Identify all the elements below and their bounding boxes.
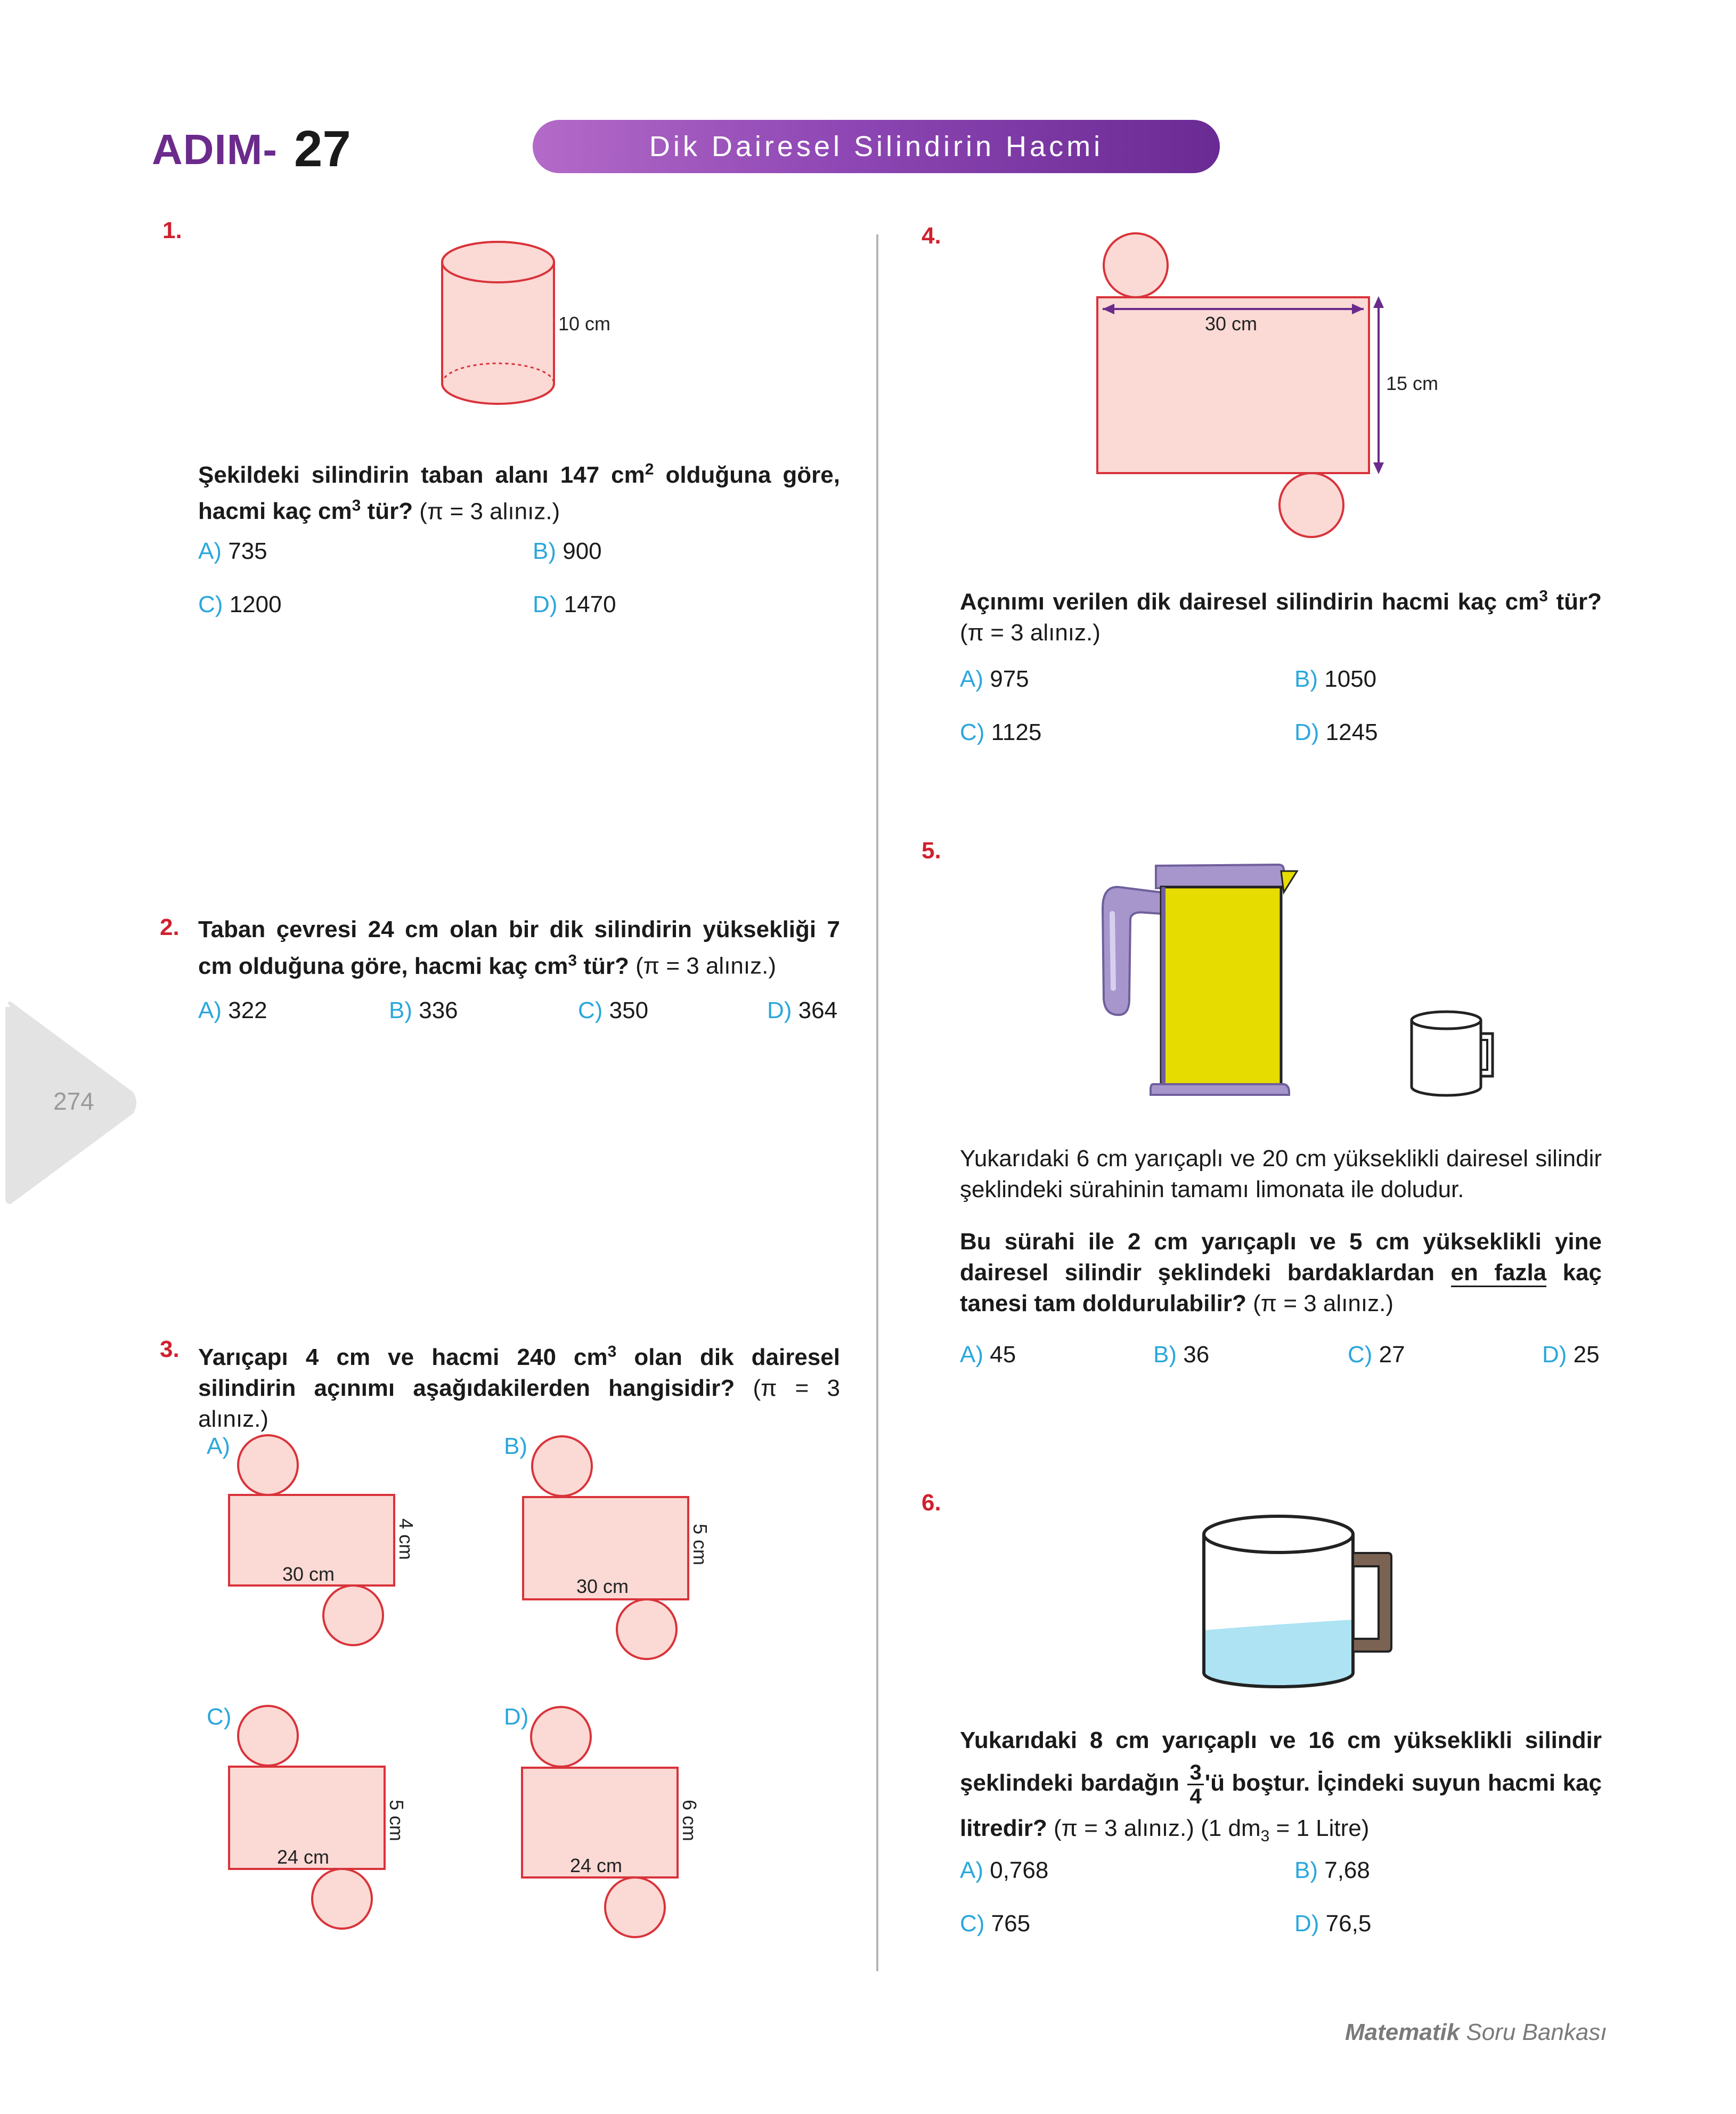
- question-3-number: 3.: [160, 1336, 180, 1362]
- q5-option-d[interactable]: D) 25: [1542, 1341, 1600, 1368]
- q3-option-d-letter[interactable]: D): [504, 1704, 529, 1730]
- q3-a-width-label: 30 cm: [282, 1563, 335, 1585]
- question-1-text: Şekildeki silindirin taban alanı 147 $cm^2$ olduğuna göre, hacmi kaç $cm^3$ tür? (π = 3 alınız.): [198, 460, 841, 525]
- q3-d-height-label: 6 cm: [679, 1800, 700, 1842]
- q3-option-c-net[interactable]: [224, 1704, 437, 1938]
- q3-option-b-letter[interactable]: B): [504, 1433, 527, 1459]
- q4-width-label: 30 cm: [1205, 313, 1258, 335]
- q3-option-d-net[interactable]: [517, 1704, 730, 1938]
- glass-illustration: [1401, 1007, 1497, 1103]
- q3-c-width-label: 24 cm: [277, 1846, 330, 1868]
- q6-option-c[interactable]: C) 765: [960, 1910, 1031, 1937]
- page-number: 274: [53, 1087, 94, 1115]
- mug-illustration: [1193, 1502, 1406, 1694]
- question-4-number: 4.: [922, 223, 941, 249]
- q2-option-d[interactable]: D) 364: [767, 997, 838, 1023]
- topic-banner: Dik Dairesel Silindirin Hacmi: [533, 120, 1220, 173]
- q3-option-c-letter[interactable]: C): [207, 1704, 232, 1730]
- q5-option-c[interactable]: C) 27: [1348, 1341, 1405, 1368]
- question-2-text: Taban çevresi 24 cm olan bir dik silindirin yüksekliği 7 cm olduğuna göre, hacmi kaç $cm^3$ tür? (π = 3 alınız.): [198, 916, 840, 979]
- q2-option-c[interactable]: C) 350: [578, 997, 649, 1023]
- footer-book: Soru Bankası: [1466, 2019, 1607, 2045]
- footer-subject: Matematik: [1345, 2019, 1460, 2045]
- question-6-text: Yukarıdaki 8 cm yarıçaplı ve 16 cm yükseklikli silindir şeklindeki bardağın $\frac{3}{4}$ 'ü boştur. İçindeki suyun hacmi kaç litredir? (π = 3 alınız.) (1 $dm_3 = 1$ Litre): [960, 1727, 1602, 1845]
- cylinder-figure: [426, 229, 629, 421]
- q4-option-c[interactable]: C) 1125: [960, 719, 1042, 745]
- q3-option-b-net[interactable]: [517, 1433, 730, 1668]
- cylinder-height-label: 10 cm: [558, 313, 611, 335]
- q1-option-d[interactable]: D) 1470: [533, 591, 616, 617]
- question-4-text: Açınımı verilen dik dairesel silindirin hacmi kaç $cm^3$ tür? (π = 3 alınız.): [960, 587, 1602, 646]
- q4-option-d[interactable]: D) 1245: [1294, 719, 1378, 745]
- question-6-number: 6.: [922, 1490, 941, 1516]
- q4-net-figure: [1087, 229, 1439, 543]
- step-number: 27: [294, 120, 351, 177]
- q4-option-a[interactable]: A) 975: [960, 666, 1029, 692]
- q6-option-b[interactable]: B) 7,68: [1294, 1857, 1370, 1883]
- q1-option-a[interactable]: A) 735: [198, 538, 267, 564]
- column-divider: [876, 234, 878, 1971]
- q1-option-b[interactable]: B) 900: [533, 538, 602, 564]
- q5-option-b[interactable]: B) 36: [1153, 1341, 1210, 1368]
- footer-book-title: [1345, 2019, 1607, 2046]
- question-5-number: 5.: [922, 838, 941, 864]
- q3-option-a-letter[interactable]: A): [207, 1433, 230, 1459]
- q3-option-a-net[interactable]: [224, 1433, 437, 1668]
- q5-option-a[interactable]: A) 45: [960, 1341, 1016, 1368]
- step-label: ADIM-: [152, 126, 278, 173]
- q4-option-b[interactable]: B) 1050: [1294, 666, 1377, 692]
- question-1-number: 1.: [162, 217, 182, 243]
- q3-b-width-label: 30 cm: [576, 1575, 629, 1597]
- question-5-paragraph-1: Yukarıdaki 6 cm yarıçaplı ve 20 cm yükseklikli dairesel silindir şeklindeki sürahinin tamamı limonata ile doludur.: [960, 1145, 1602, 1202]
- q3-c-height-label: 5 cm: [386, 1800, 407, 1842]
- pitcher-illustration: [1097, 855, 1321, 1100]
- q6-option-a[interactable]: A) 0,768: [960, 1857, 1049, 1883]
- q2-option-a[interactable]: A) 322: [198, 997, 267, 1023]
- question-3-text: Yarıçapı 4 cm ve hacmi 240 $cm^3$ olan dik dairesel silindirin açınımı aşağıdakilerden hangisidir? (π = 3 alınız.): [198, 1343, 841, 1432]
- q4-height-label: 15 cm: [1386, 372, 1439, 394]
- q2-option-b[interactable]: B) 336: [389, 997, 458, 1023]
- q3-d-width-label: 24 cm: [570, 1855, 623, 1876]
- q3-b-height-label: 5 cm: [689, 1524, 711, 1566]
- q1-option-c[interactable]: C) 1200: [198, 591, 282, 617]
- q6-option-d[interactable]: D) 76,5: [1294, 1910, 1372, 1937]
- q3-a-height-label: 4 cm: [395, 1518, 417, 1560]
- question-5-paragraph-2: Bu sürahi ile 2 cm yarıçaplı ve 5 cm yükseklikli yine dairesel silindir şeklindeki bardaklardan en fazla kaç tanesi tam doldurulabilir? (π = 3 alınız.): [960, 1229, 1602, 1316]
- question-2-number: 2.: [160, 914, 180, 940]
